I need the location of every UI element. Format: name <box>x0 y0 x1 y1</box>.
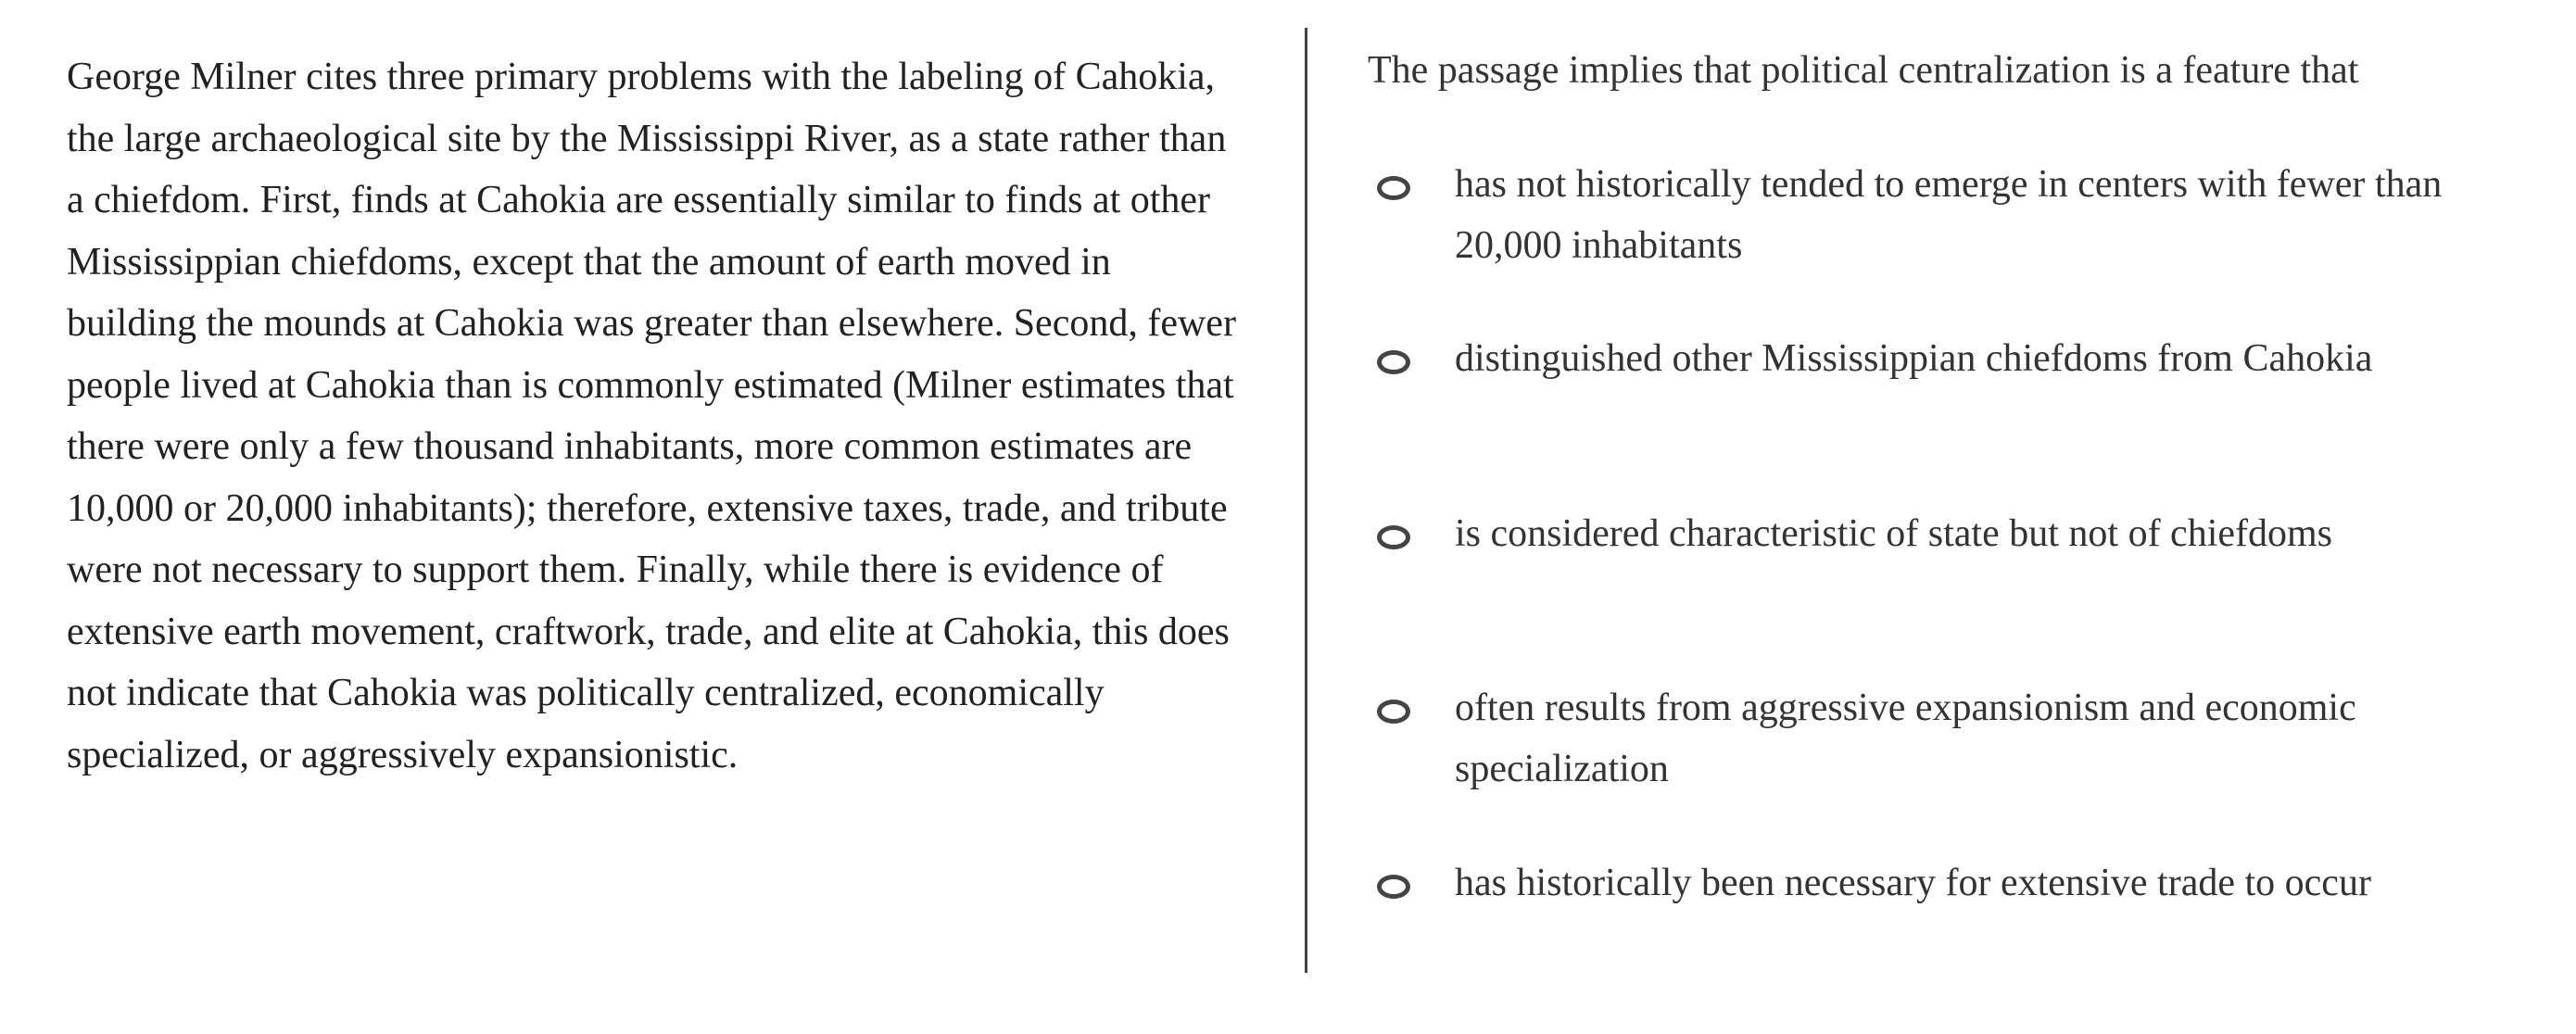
answer-option-1-label: has not historically tended to emerge in centers with fewer than 20,000 inhabitants <box>1455 163 2443 267</box>
passage-text: George Milner cites three primary problems with the labeling of Cahokia, the large archaeological site by the Mississippi River, as a state rather than a chiefdom. First, finds at Cahokia are essentially similar to finds at other Mississippian chiefdoms, except that the amount of earth moved in building the mounds at Cahokia was greater than elsewhere. Second, fewer people lived at Cahokia than is commonly estimated (Milner estimates that there were only a few thousand inhabitants, more common estimates are 10,000 or 20,000 inhabitants); therefore, extensive taxes, trade, and tribute were not necessary to support them. Finally, while there is evidence of extensive earth movement, craftwork, trade, and elite at Cahokia, this does not indicate that Cahokia was politically centralized, economically specialized, or aggressively expansionistic. <box>67 56 1236 776</box>
radio-button-icon[interactable] <box>1377 176 1410 200</box>
column-divider <box>1305 28 1307 973</box>
question-stem: The passage implies that political centralization is a feature that <box>1368 49 2359 92</box>
radio-button-icon[interactable] <box>1377 700 1410 724</box>
radio-button-icon[interactable] <box>1377 350 1410 374</box>
answer-option-5-label: has historically been necessary for extensive trade to occur <box>1455 862 2371 904</box>
radio-button-icon[interactable] <box>1377 875 1410 899</box>
answer-option-4-label: often results from aggressive expansionism and economic specialization <box>1455 687 2356 790</box>
answer-option-3-label: is considered characteristic of state but not of chiefdoms <box>1455 512 2333 555</box>
radio-button-icon[interactable] <box>1377 525 1410 549</box>
answer-option-2-label: distinguished other Mississippian chiefdoms from Cahokia <box>1455 337 2373 380</box>
